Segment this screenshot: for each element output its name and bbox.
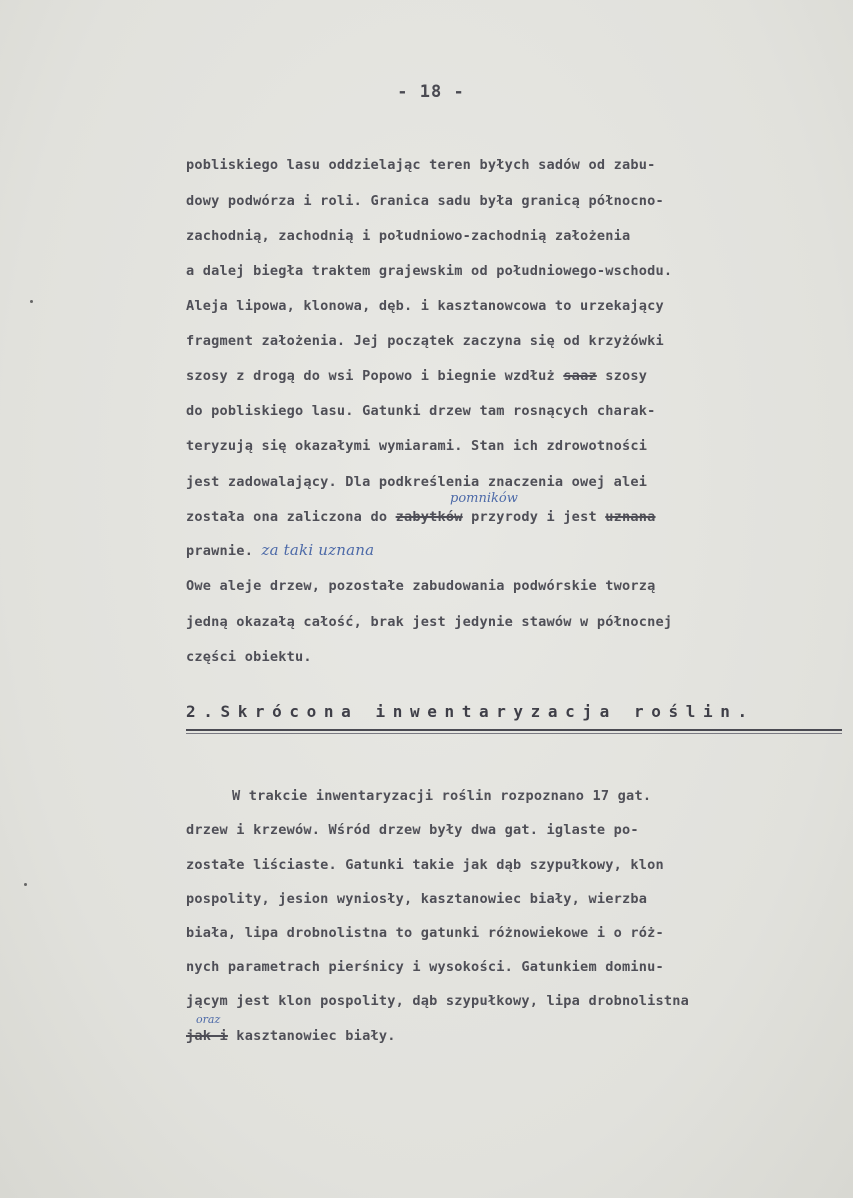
paragraph1-line8: do pobliskiego lasu. Gatunki drzew tam rosnących charak- (186, 403, 656, 419)
struck-text: jak i (186, 1028, 228, 1044)
paragraph1-line2: dowy podwórza i roli. Granica sadu była granicą północno- (186, 193, 664, 209)
handwritten-insertion: za taki uznana (261, 541, 375, 559)
paragraph1-line1: pobliskiego lasu oddzielając teren byłych sadów od zabu- (186, 157, 656, 173)
struck-text: uznana (605, 509, 656, 525)
paragraph3-line7: jącym jest klon pospolity, dąb szypułkowy, lipa drobnolistna (186, 993, 690, 1009)
text-segment: przyrody i jest (462, 509, 606, 525)
paragraph1-line3: zachodnią, zachodnią i południowo-zachodnią założenia (186, 228, 631, 244)
paragraph1-line4: a dalej biegła traktem grajewskim od południowego-wschodu. (186, 263, 673, 279)
text-segment: szosy z drogą do wsi Popowo i biegnie wzdłuż (186, 368, 564, 384)
paragraph1-line9: teryzują się okazałymi wymiarami. Stan ich zdrowotności (186, 438, 648, 454)
paragraph3-line4: pospolity, jesion wyniosły, kasztanowiec biały, wierzba (186, 891, 648, 907)
paragraph3-line1: W trakcie inwentaryzacji roślin rozpoznano 17 gat. (232, 788, 652, 804)
paragraph3-line6: nych parametrach pierśnicy i wysokości. Gatunkiem dominu- (186, 959, 664, 975)
heading-underline (186, 729, 842, 731)
paragraph3-line3: zostałe liściaste. Gatunki takie jak dąb szypułkowy, klon (186, 857, 664, 873)
text-segment: kasztanowiec biały. (227, 1028, 396, 1044)
text-segment: prawnie. (186, 543, 254, 559)
text-segment: szosy (596, 368, 648, 384)
struck-text: zabytków (395, 509, 463, 525)
paragraph1-line12 (186, 541, 374, 559)
page-number: - 18 - (397, 82, 465, 102)
section-heading: 2.Skrócona inwentaryzacja roślin. (186, 702, 755, 721)
handwritten-correction-oraz: oraz (196, 1013, 221, 1026)
paragraph2-line1: Owe aleje drzew, pozostałe zabudowania podwórskie tworzą (186, 578, 656, 594)
paragraph3-line2: drzew i krzewów. Wśród drzew były dwa gat. iglaste po- (186, 822, 639, 838)
handwritten-correction-pomnikow: pomników (450, 491, 518, 506)
paragraph1-line6: fragment założenia. Jej początek zaczyna się od krzyżówki (186, 333, 664, 349)
paragraph1-line11 (186, 509, 656, 525)
text-segment: została ona zaliczona do (186, 509, 396, 525)
struck-text: saaz (563, 368, 597, 384)
paragraph3-line8 (186, 1028, 396, 1044)
paragraph1-line7 (186, 368, 647, 384)
margin-speck (24, 883, 27, 886)
heading-underline-secondary (186, 733, 842, 734)
paragraph1-line5: Aleja lipowa, klonowa, dęb. i kasztanowcowa to urzekający (186, 298, 664, 314)
paragraph1-line10: jest zadowalający. Dla podkreślenia znaczenia owej alei (186, 474, 648, 490)
paragraph2-line2: jedną okazałą całość, brak jest jedynie stawów w północnej (186, 614, 673, 630)
paragraph2-line3: części obiektu. (186, 649, 312, 665)
margin-speck (30, 300, 33, 303)
paragraph3-line5: biała, lipa drobnolistna to gatunki różnowiekowe i o róż- (186, 925, 664, 941)
